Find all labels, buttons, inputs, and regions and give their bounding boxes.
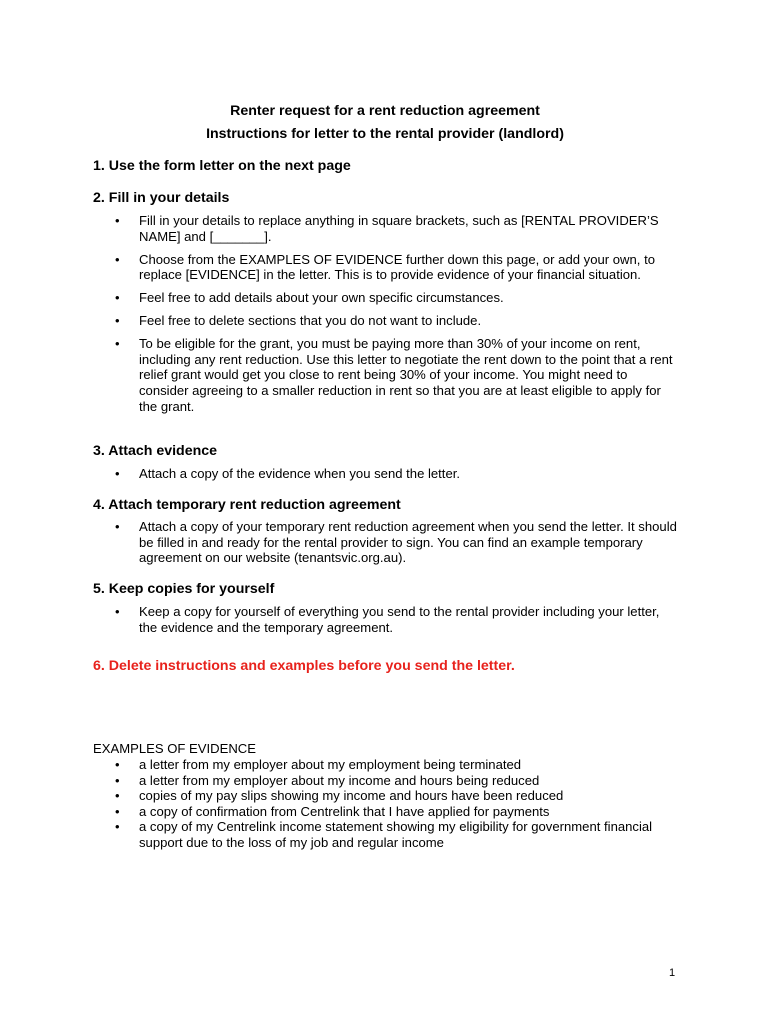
list-item: • Fill in your details to replace anything in square brackets, such as [RENTAL PROVIDER’S NAME] and [_______]. xyxy=(115,213,659,244)
bullet-icon: • xyxy=(115,213,120,228)
document-subtitle: Instructions for letter to the rental provider (landlord) xyxy=(206,126,564,142)
list-item: • Feel free to add details about your own specific circumstances. xyxy=(115,290,504,306)
bullet-icon: • xyxy=(115,251,120,267)
section-2-bullet-list xyxy=(0,213,770,421)
delete-instructions-warning: 6. Delete instructions and examples before you send the letter. xyxy=(93,658,515,674)
section-5-bullet-list xyxy=(0,604,770,643)
bullet-icon: • xyxy=(115,290,120,306)
list-item: • Attach a copy of your temporary rent reduction agreement when you send the letter. It should be filled in and ready for the rental provider to sign. You can find an example temporary agreement on our website (tenantsvic.org.au). xyxy=(115,519,677,566)
list-item: • a copy of confirmation from Centrelink that I have applied for payments xyxy=(115,803,550,819)
list-item: • a copy of my Centrelink income statement showing my eligibility for government financial support due to the loss of my job and regular income xyxy=(115,819,653,850)
bullet-icon: • xyxy=(115,336,120,352)
section-heading-2: 2. Fill in your details xyxy=(93,190,230,206)
list-item: • a letter from my employer about my employment being terminated xyxy=(115,757,522,772)
page-number: 1 xyxy=(669,967,676,979)
section-heading-4: 4. Attach temporary rent reduction agreement xyxy=(93,497,401,513)
section-3-bullet-list xyxy=(0,466,770,489)
bullet-icon: • xyxy=(115,313,120,329)
section-4-bullet-list xyxy=(0,519,770,573)
bullet-icon: • xyxy=(115,803,120,819)
bullet-icon: • xyxy=(115,519,120,534)
bullet-icon: • xyxy=(115,604,120,619)
bullet-icon: • xyxy=(115,466,120,481)
list-item: • To be eligible for the grant, you must be paying more than 30% of your income on rent, including any rent reduction. Use this letter to negotiate the rent down to the point that a rent relief grant would get you close to rent being 30% of your income. You might need to consider agreeing to a smaller reduction in rent so that you are at least eligible to apply for the grant. xyxy=(115,336,673,414)
document-title: Renter request for a rent reduction agreement xyxy=(230,103,540,119)
bullet-icon: • xyxy=(115,819,120,835)
list-item: • Keep a copy for yourself of everything you send to the rental provider including your letter, the evidence and the temporary agreement. xyxy=(115,604,660,635)
list-item: • Feel free to delete sections that you do not want to include. xyxy=(115,313,482,329)
bullet-icon: • xyxy=(115,757,120,772)
examples-title: EXAMPLES OF EVIDENCE xyxy=(93,741,256,756)
bullet-icon: • xyxy=(115,772,120,788)
list-item: • Choose from the EXAMPLES OF EVIDENCE further down this page, or add your own, to replace [EVIDENCE] in the letter. This is to provide evidence of your financial situation. xyxy=(115,251,655,283)
examples-bullet-list xyxy=(0,757,770,851)
section-heading-5: 5. Keep copies for yourself xyxy=(93,581,275,597)
section-heading-1: 1. Use the form letter on the next page xyxy=(93,158,351,174)
list-item: • copies of my pay slips showing my income and hours have been reduced xyxy=(115,788,564,804)
list-item: • a letter from my employer about my income and hours being reduced xyxy=(115,772,540,788)
bullet-icon: • xyxy=(115,788,120,804)
section-heading-3: 3. Attach evidence xyxy=(93,443,218,459)
list-item: • Attach a copy of the evidence when you send the letter. xyxy=(115,466,461,481)
